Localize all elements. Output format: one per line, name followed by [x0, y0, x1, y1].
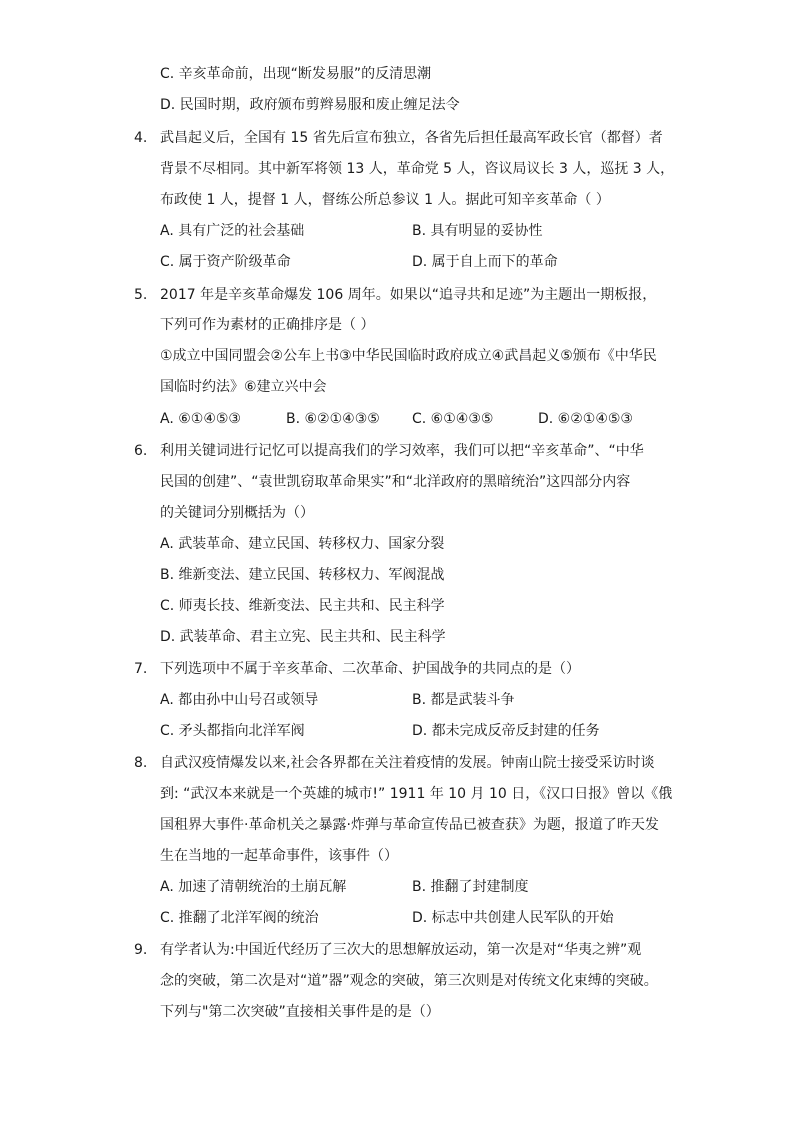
question-text: 下列选项中不属于辛亥革命、二次革命、护国战争的共同点的是（） — [160, 661, 580, 677]
option-d: D. 都未完成反帝反封建的任务 — [412, 723, 600, 739]
option-b: B. ⑥②①④③⑤ — [286, 411, 380, 427]
question-text: 下列可作为素材的正确排序是（ ） — [160, 317, 375, 333]
question-text: 民国的创建”、“袁世凯窃取革命果实”和“北洋政府的黑暗统治”这四部分内容 — [160, 474, 631, 490]
question-number: 8. — [134, 755, 148, 771]
question-text: ①成立中国同盟会②公车上书③中华民国临时政府成立④武昌起义⑤颁布《中华民 — [160, 348, 657, 364]
option-c: C. 属于资产阶级革命 — [160, 254, 291, 270]
option-c: C. 师夷长技、维新变法、民主共和、民主科学 — [160, 598, 445, 614]
option-b: B. 维新变法、建立民国、转移权力、军阀混战 — [160, 567, 445, 583]
question-number: 4. — [134, 130, 148, 146]
question-text: 2017 年是辛亥革命爆发 106 周年。如果以“追寻共和足迹”为主题出一期板报， — [160, 287, 657, 303]
option-c: C. ⑥①④③⑤ — [412, 411, 494, 427]
question-number: 5. — [134, 287, 148, 303]
question-text: 的关键词分别概括为（） — [160, 505, 314, 521]
option-d: D. 标志中共创建人民军队的开始 — [412, 910, 614, 926]
question-text: 有学者认为:中国近代经历了三次大的思想解放运动，第一次是对“华夷之辨”观 — [160, 942, 642, 958]
question-text: 念的突破，第二次是对“道”器”观念的突破，第三次则是对传统文化束缚的突破。 — [160, 973, 658, 989]
question-text: 生在当地的一起革命事件，该事件（） — [160, 848, 398, 864]
option-d: D. 武装革命、君主立宪、民主共和、民主科学 — [160, 629, 446, 645]
question-number: 9. — [134, 942, 148, 958]
question-text: 国临时约法》⑥建立兴中会 — [160, 379, 327, 395]
option-b: B. 具有明显的妥协性 — [412, 223, 543, 239]
option-b: B. 都是武装斗争 — [412, 692, 515, 708]
option-a: A. 具有广泛的社会基础 — [160, 223, 305, 239]
question-text: 布政使 1 人，提督 1 人，督练公所总参议 1 人。据此可知辛亥革命（ ） — [160, 192, 610, 208]
question-text: 国租界大事件·革命机关之暴露·炸弹与革命宣传品已被查获》为题，报道了昨天发 — [160, 817, 659, 833]
option-a: A. 武装革命、建立民国、转移权力、国家分裂 — [160, 536, 445, 552]
question-text: 背景不尽相同。其中新军将领 13 人，革命党 5 人，咨议局议长 3 人，巡抚 3 人， — [160, 161, 675, 177]
option-a: A. 都由孙中山号召或领导 — [160, 692, 319, 708]
option-c: C. 矛头都指向北洋军阀 — [160, 723, 305, 739]
option-a: A. 加速了清朝统治的土崩瓦解 — [160, 879, 347, 895]
question-text: 到: “武汉本来就是一个英雄的城市!” 1911 年 10 月 10 日，《汉口日报》曾以《俄 — [160, 786, 673, 802]
option-d: D. 属于自上而下的革命 — [412, 254, 558, 270]
option-b: B. 推翻了封建制度 — [412, 879, 529, 895]
question-text: 利用关键词进行记忆可以提高我们的学习效率，我们可以把“辛亥革命”、“中华 — [160, 443, 644, 459]
question-number: 6. — [134, 443, 148, 459]
q3-option-d: D. 民国时期，政府颁布剪辫易服和废止缠足法令 — [160, 97, 460, 113]
question-text: 武昌起义后，全国有 15 省先后宣布独立，各省先后担任最高军政长官（都督）者 — [160, 130, 663, 146]
option-c: C. 推翻了北洋军阀的统治 — [160, 910, 319, 926]
question-text: 下列与"第二次突破”直接相关事件是的是（） — [160, 1004, 440, 1020]
q3-option-c: C. 辛亥革命前，出现“断发易服”的反清思潮 — [160, 66, 432, 82]
question-number: 7. — [134, 661, 148, 677]
option-d: D. ⑥②①④⑤③ — [538, 411, 633, 427]
option-a: A. ⑥①④⑤③ — [160, 411, 241, 427]
question-text: 自武汉疫情爆发以来,社会各界都在关注着疫情的发展。钟南山院士接受采访时谈 — [160, 755, 655, 771]
